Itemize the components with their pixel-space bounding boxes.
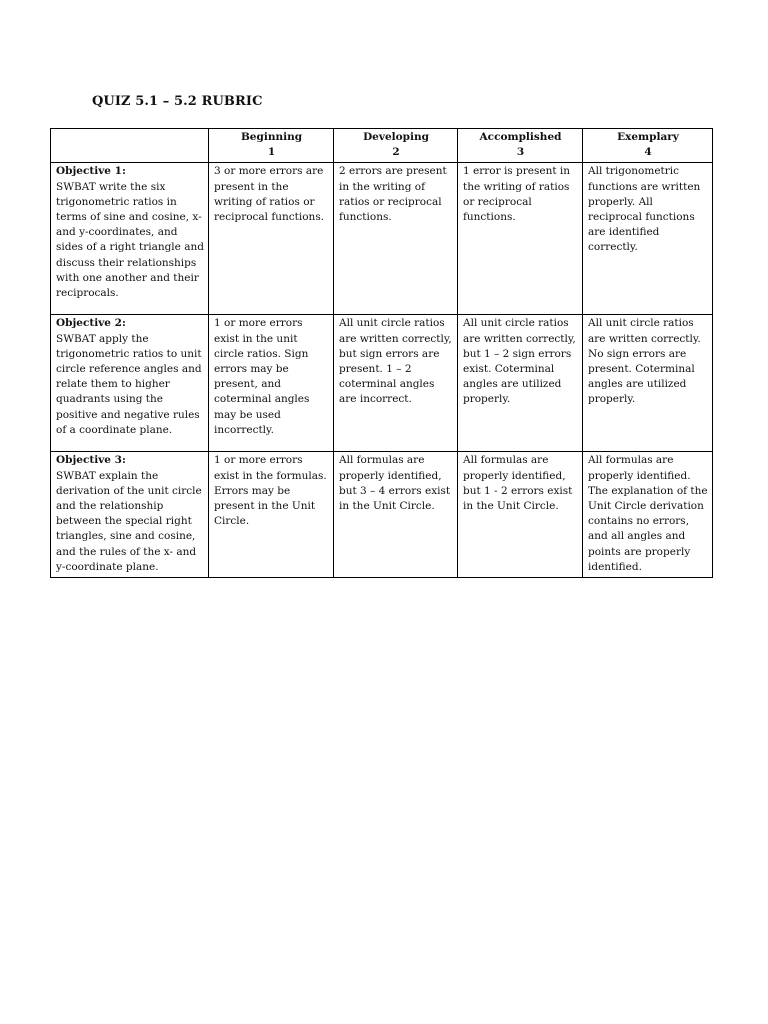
level-name: Beginning xyxy=(240,131,303,143)
level-score: 3 xyxy=(516,146,525,159)
rubric-cell-beginning: 1 or more errors exist in the unit circle ratios. Sign errors may be present, and coterminal angles may be used incorrectly. xyxy=(209,315,334,452)
objective-description: SWBAT explain the derivation of the unit circle and the relationship between the special right triangles, sine and cosine, and the rules of the x- and y-coordinate plane. xyxy=(56,469,202,573)
rubric-cell-developing: All formulas are properly identified, but 3 – 4 errors exist in the Unit Circle. xyxy=(334,452,458,578)
table-header-row xyxy=(51,129,713,163)
header-empty-cell xyxy=(51,129,209,163)
rubric-cell-developing: All unit circle ratios are written correctly, but sign errors are present. 1 – 2 coterminal angles are incorrect. xyxy=(334,315,458,452)
level-name: Developing xyxy=(363,131,429,143)
level-score: 1 xyxy=(267,146,276,159)
objective-title: Objective 2: xyxy=(56,317,126,330)
rubric-cell-exemplary: All trigonometric functions are written properly. All reciprocal functions are identified correctly. xyxy=(583,163,713,315)
rubric-table xyxy=(50,128,713,578)
objective-cell xyxy=(51,315,209,452)
page-title: QUIZ 5.1 – 5.2 RUBRIC xyxy=(92,94,263,109)
rubric-cell-developing: 2 errors are present in the writing of ratios or reciprocal functions. xyxy=(334,163,458,315)
objective-description: SWBAT apply the trigonometric ratios to unit circle reference angles and relate them to higher quadrants using the positive and negative rules of a coordinate plane. xyxy=(56,332,202,436)
rubric-cell-beginning: 3 or more errors are present in the writing of ratios or reciprocal functions. xyxy=(209,163,334,315)
objective-title: Objective 1: xyxy=(56,165,126,178)
rubric-cell-exemplary: All formulas are properly identified. The explanation of the Unit Circle derivation contains no errors, and all angles and points are properly identified. xyxy=(583,452,713,578)
level-score: 2 xyxy=(392,146,400,159)
header-level-exemplary xyxy=(583,129,713,163)
header-level-developing xyxy=(334,129,458,163)
table-row-objective-1 xyxy=(51,163,713,315)
header-level-beginning xyxy=(209,129,334,163)
rubric-cell-accomplished: 1 error is present in the writing of ratios or reciprocal functions. xyxy=(458,163,583,315)
level-name: Accomplished xyxy=(479,131,562,143)
rubric-cell-exemplary: All unit circle ratios are written correctly. No sign errors are present. Coterminal angles are utilized properly. xyxy=(583,315,713,452)
objective-cell xyxy=(51,452,209,578)
table-row-objective-2 xyxy=(51,315,713,452)
rubric-cell-accomplished: All formulas are properly identified, but 1 - 2 errors exist in the Unit Circle. xyxy=(458,452,583,578)
level-name: Exemplary xyxy=(617,131,679,143)
objective-description: SWBAT write the six trigonometric ratios in terms of sine and cosine, x- and y-coordinates, and sides of a right triangle and discuss their relationships with one another and their reciprocals. xyxy=(56,180,204,300)
rubric-cell-beginning: 1 or more errors exist in the formulas. Errors may be present in the Unit Circle. xyxy=(209,452,334,578)
table-row-objective-3 xyxy=(51,452,713,578)
header-level-accomplished xyxy=(458,129,583,163)
level-score: 4 xyxy=(644,146,652,159)
objective-title: Objective 3: xyxy=(56,454,126,467)
objective-cell xyxy=(51,163,209,315)
rubric-cell-accomplished: All unit circle ratios are written correctly, but 1 – 2 sign errors exist. Coterminal angles are utilized properly. xyxy=(458,315,583,452)
